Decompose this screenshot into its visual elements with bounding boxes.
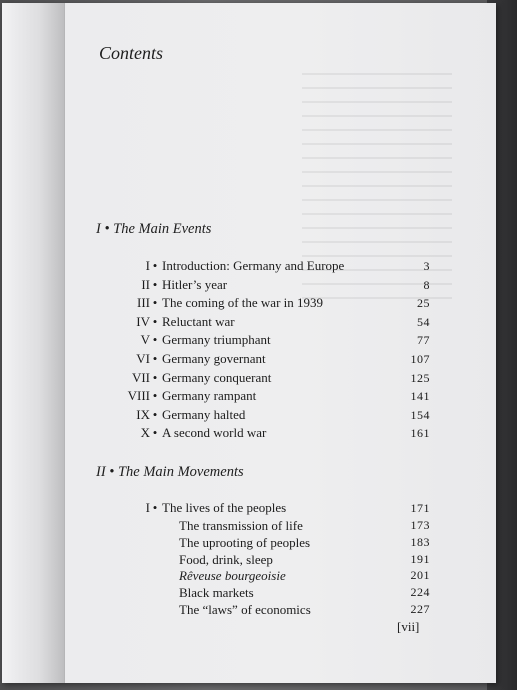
page-folio: [vii] <box>397 619 420 634</box>
book-page <box>2 3 496 683</box>
bullet: • <box>152 406 158 422</box>
chapter-number: II <box>141 276 150 292</box>
subsection-title: The transmission of life <box>179 518 303 533</box>
toc-entry <box>2 276 442 294</box>
chapter-number: VI <box>136 351 150 366</box>
chapter-number: X <box>140 425 150 441</box>
page-number: 201 <box>410 568 430 583</box>
page-number: 25 <box>417 296 430 311</box>
toc-entry <box>2 406 442 424</box>
chapter-number: I <box>145 258 150 273</box>
chapter-number: VIII <box>127 388 150 404</box>
toc-entry <box>2 424 442 442</box>
toc-entry <box>2 257 442 275</box>
page-number: 161 <box>410 426 430 441</box>
toc-entry <box>2 350 442 368</box>
bullet: • <box>152 500 158 515</box>
chapter-number: III <box>137 295 150 311</box>
page-number: 224 <box>410 585 430 600</box>
subsection-title: The “laws” of economics <box>179 602 311 617</box>
bullet: • <box>152 369 158 385</box>
page-number: 173 <box>410 518 430 532</box>
bullet: • <box>152 258 158 273</box>
toc-subsection <box>2 534 442 551</box>
chapter-number: I <box>145 500 150 515</box>
subsection-title: Food, drink, sleep <box>179 551 273 567</box>
page-number: 227 <box>410 602 430 616</box>
page-number: 8 <box>423 277 430 292</box>
chapter-title: Germany conquerant <box>162 369 272 385</box>
part-heading: II • The Main Movements <box>96 464 244 480</box>
chapter-title: A second world war <box>162 425 267 441</box>
bullet: • <box>152 332 158 348</box>
toc-subsection <box>2 584 442 601</box>
chapter-title: Germany halted <box>162 406 246 422</box>
page-number: 125 <box>410 370 430 385</box>
page-number: 154 <box>410 407 430 422</box>
subsection-title: The uprooting of peoples <box>179 534 311 550</box>
toc-entry <box>2 313 442 331</box>
chapter-number: IV <box>136 313 150 329</box>
part-heading: I • The Main Events <box>96 221 212 237</box>
bullet: • <box>152 351 158 366</box>
page-number: 54 <box>417 314 430 329</box>
bullet: • <box>152 276 158 292</box>
bullet: • <box>152 425 158 441</box>
toc-subsection <box>2 517 442 534</box>
page-number: 171 <box>410 501 430 515</box>
toc-entry <box>2 499 442 517</box>
chapter-title: Introduction: Germany and Europe <box>162 258 345 273</box>
page-title: Contents <box>99 43 164 63</box>
chapter-number: VII <box>131 369 150 385</box>
chapter-title: Reluctant war <box>162 313 235 329</box>
bullet: • <box>152 313 158 329</box>
subsection-title: Black markets <box>179 585 254 601</box>
toc-entry <box>2 387 442 405</box>
page-number: 3 <box>423 259 430 273</box>
page-number: 107 <box>410 352 430 366</box>
chapter-title: The coming of the war in 1939 <box>162 295 324 311</box>
toc-subsection <box>2 567 442 584</box>
toc-entry <box>2 331 442 349</box>
bullet: • <box>152 295 158 311</box>
chapter-title: Germany triumphant <box>162 332 271 348</box>
toc-subsection <box>2 601 442 618</box>
chapter-title: Hitler’s year <box>162 276 228 292</box>
chapter-number: IX <box>136 406 150 422</box>
page-number: 183 <box>410 534 430 549</box>
bullet: • <box>152 388 158 404</box>
chapter-number: V <box>140 332 150 348</box>
page-number: 191 <box>410 551 430 566</box>
page-number: 77 <box>417 333 430 348</box>
toc-subsection <box>2 551 442 568</box>
chapter-title: Germany governant <box>162 351 266 366</box>
subsection-title: Rêveuse bourgeoisie <box>179 568 286 584</box>
chapter-title: The lives of the peoples <box>162 500 287 515</box>
toc-entry <box>2 294 442 312</box>
chapter-title: Germany rampant <box>162 388 257 404</box>
toc-entry <box>2 369 442 387</box>
page-number: 141 <box>410 389 430 404</box>
